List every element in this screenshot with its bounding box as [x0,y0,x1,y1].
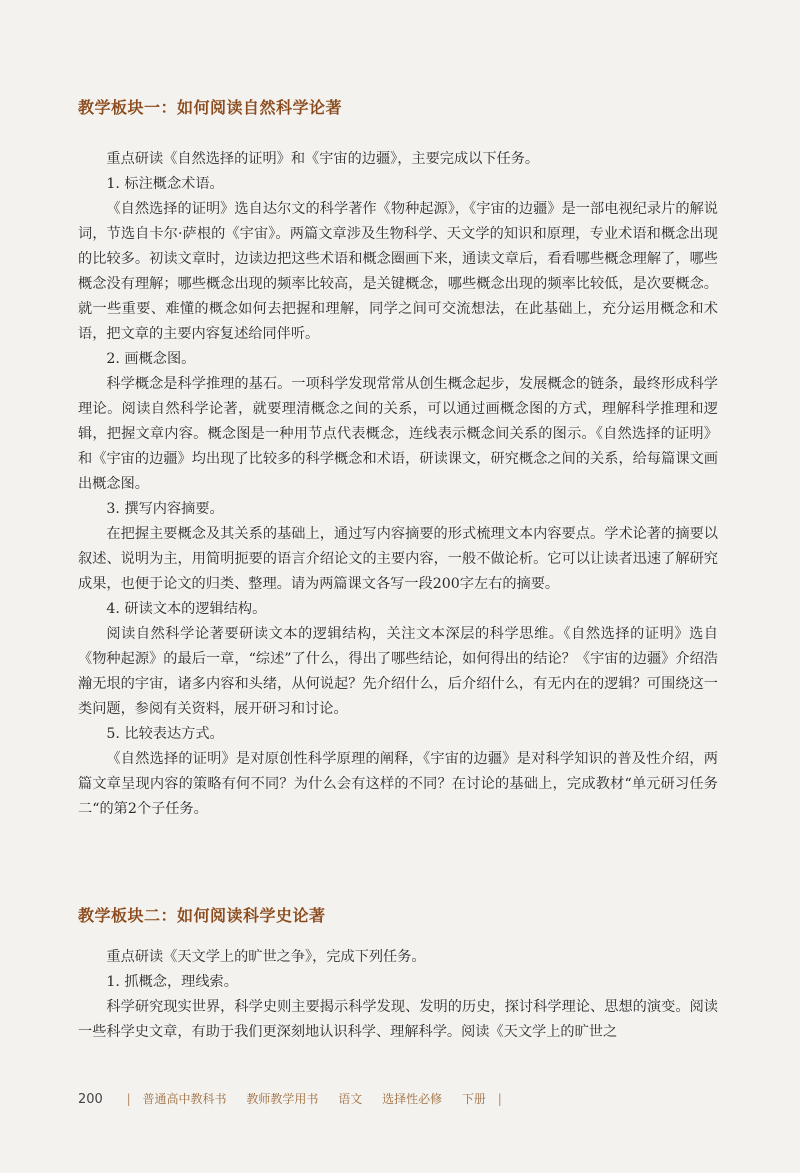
task-heading: 5. 比较表达方式。 [106,726,224,742]
paragraph: 阅读自然科学论著要研读文本的逻辑结构，关注文本深层的科学思维。《自然选择的证明》选自《物种起源》的最后一章，“综述”了什么，得出了哪些结论，如何得出的结论？《宇宙的边疆》介绍浩瀚无垠的宇宙，诸多内容和头绪，从何说起？先介绍什么，后介绍什么，有无内在的逻辑？可围绕这一类问题，参阅有关资料，展开研习和讨论。 [78,626,718,717]
section-1-title: 教学板块一：如何阅读自然科学论著 [78,98,343,117]
footer-book-series: 普通高中教科书 [142,1092,227,1106]
section-2-body [78,945,718,1045]
footer-book-type: 教师教学用书 [246,1092,319,1106]
paragraph: 科学研究现实世界，科学史则主要揭示科学发现、发明的历史，探讨科学理论、思想的演变。阅读一些科学史文章，有助于我们更深刻地认识科学、理解科学。阅读《天文学上的旷世之 [78,999,718,1040]
section-2-title: 教学板块二：如何阅读科学史论著 [78,906,326,925]
task-heading: 3. 撰写内容摘要。 [106,501,224,517]
footer-course: 选择性必修 [382,1092,443,1106]
paragraph: 科学概念是科学推理的基石。一项科学发现常常从创生概念起步，发展概念的链条，最终形成科学理论。阅读自然科学论著，就要理清概念之间的关系，可以通过画概念图的方式，理解科学推理和逻辑，把握文章内容。概念图是一种用节点代表概念，连线表示概念间关系的图示。《自然选择的证明》和《宇宙的边疆》均出现了比较多的科学概念和术语，研读课文，研究概念之间的关系，给每篇课文画出概念图。 [78,376,718,492]
paragraph: 在把握主要概念及其关系的基础上，通过写内容摘要的形式梳理文本内容要点。学术论著的摘要以叙述、说明为主，用简明扼要的语言介绍论文的主要内容，一般不做论析。它可以让读者迅速了解研究成果，也便于论文的归类、整理。请为两篇课文各写一段200字左右的摘要。 [78,526,718,592]
footer-subject: 语文 [338,1092,363,1106]
paragraph: 《自然选择的证明》是对原创性科学原理的阐释，《宇宙的边疆》是对科学知识的普及性介绍，两篇文章呈现内容的策略有何不同？为什么会有这样的不同？在讨论的基础上，完成教材“单元研习任务二“的第2个子任务。 [78,751,718,817]
section-1-body [78,147,718,822]
paragraph: 重点研读《自然选择的证明》和《宇宙的边疆》，主要完成以下任务。 [106,151,540,167]
task-heading: 4. 研读文本的逻辑结构。 [106,601,267,617]
page-footer: 200 | 普通高中教科书 教师教学用书 语文 选择性必修 下册 | [78,1092,502,1107]
footer-volume: 下册 [461,1092,486,1106]
task-heading: 2. 画概念图。 [106,351,196,367]
task-heading: 1. 抓概念，理线索。 [106,974,238,990]
page-number: 200 [78,1092,103,1107]
paragraph: 重点研读《天文学上的旷世之争》，完成下列任务。 [106,949,426,965]
task-heading: 1. 标注概念术语。 [106,176,224,192]
paragraph: 《自然选择的证明》选自达尔文的科学著作《物种起源》，《宇宙的边疆》是一部电视纪录片的解说词，节选自卡尔·萨根的《宇宙》。两篇文章涉及生物科学、天文学的知识和原理，专业术语和概念出现的比较多。初读文章时，边读边把这些术语和概念圈画下来，通读文章后，看看哪些概念理解了，哪些概念没有理解；哪些概念出现的频率比较高，是关键概念，哪些概念出现的频率比较低，是次要概念。就一些重要、难懂的概念如何去把握和理解，同学之间可交流想法，在此基础上，充分运用概念和术语，把文章的主要内容复述给同伴听。 [78,201,718,342]
